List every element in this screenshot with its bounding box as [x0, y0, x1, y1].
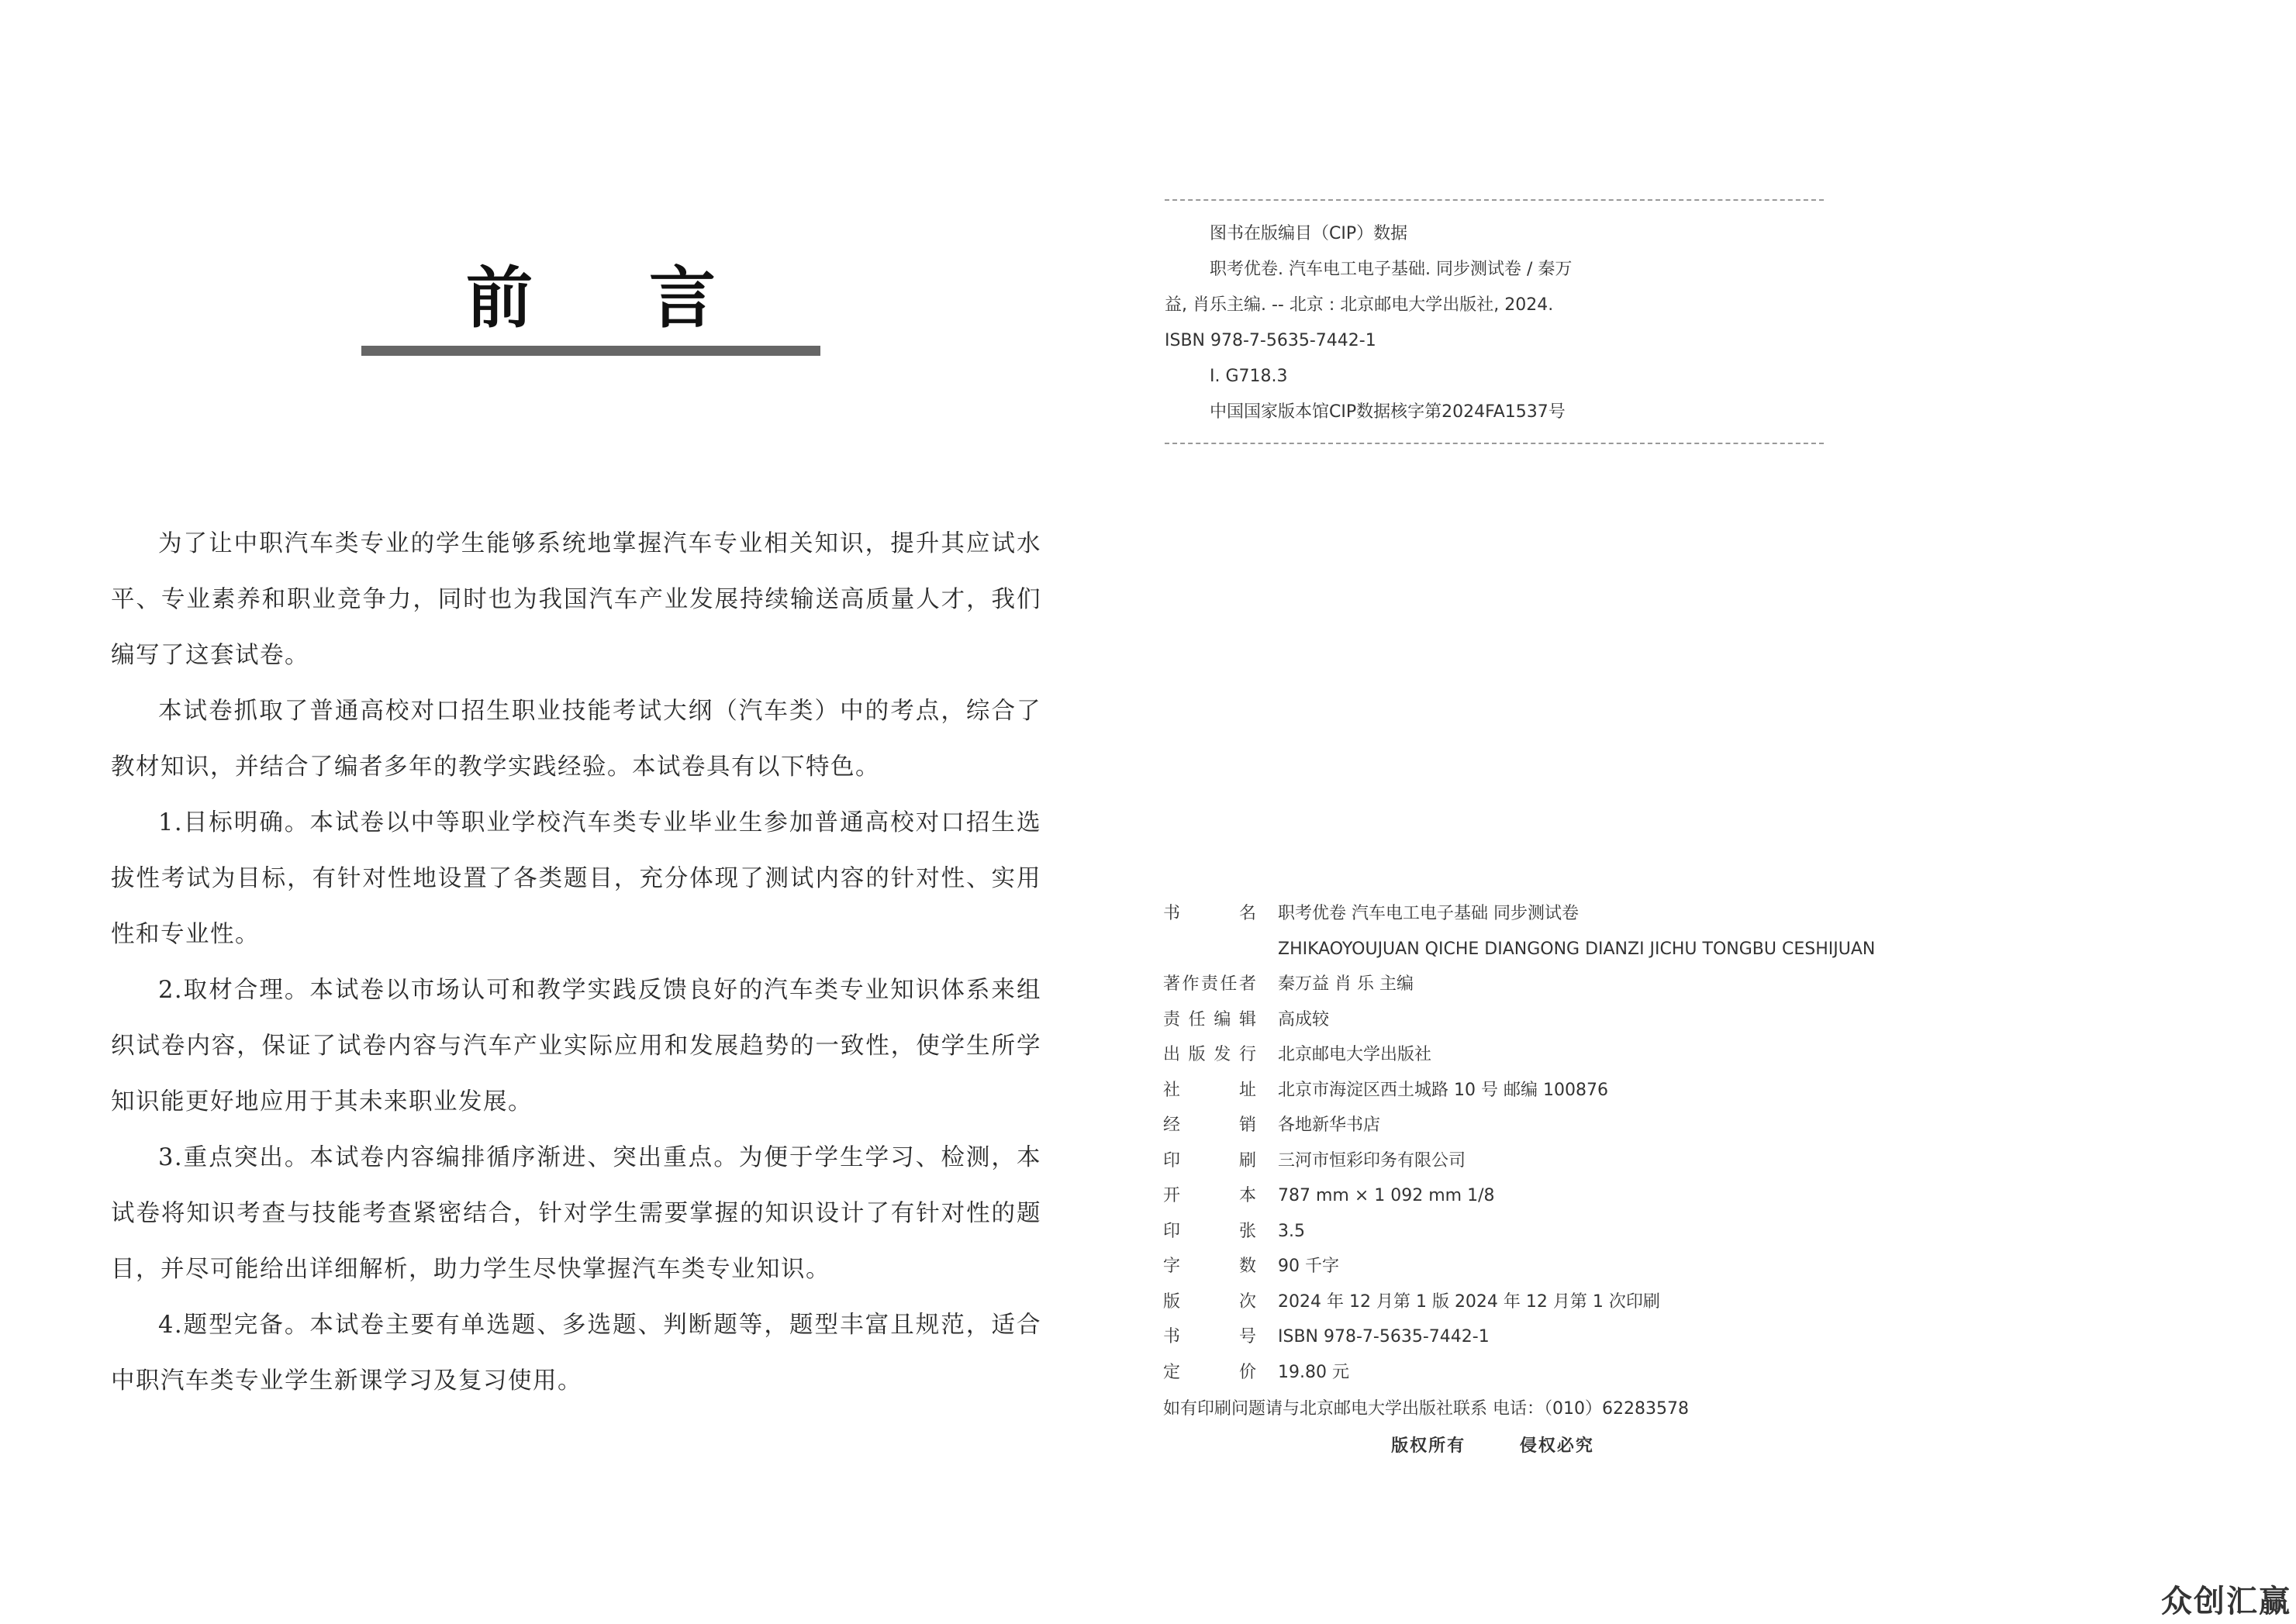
colophon-row: [1163, 1319, 1939, 1355]
colophon-label: 书 名: [1163, 904, 1256, 923]
dashed-divider: [1165, 443, 1824, 444]
colophon-value: 90 千字: [1278, 1257, 1339, 1276]
cip-heading: 图书在版编目（CIP）数据: [1210, 224, 1408, 243]
colophon-value: 787 mm × 1 092 mm 1/8: [1278, 1186, 1495, 1205]
preface-paragraph: 2.取材合理。本试卷以市场认可和教学实践反馈良好的汽车类专业知识体系来组织试卷内容，保证了试卷内容与汽车产业实际应用和发展趋势的一致性，使学生所学知识能更好地应用于其未来职业发展。: [111, 977, 1041, 1115]
rights-reserved: 版权所有: [1391, 1436, 1466, 1456]
contact-line: 如有印刷问题请与北京邮电大学出版社联系 电话：（010）62283578: [1163, 1399, 1689, 1419]
colophon-value: 3.5: [1278, 1221, 1305, 1241]
colophon-row: [1163, 1284, 1939, 1320]
colophon-label: 责 任 编 辑: [1163, 1009, 1256, 1029]
colophon-label: 著 作 责 任 者: [1163, 974, 1256, 994]
colophon-row: [1163, 1108, 1939, 1143]
colophon-label: 印 刷: [1163, 1150, 1256, 1171]
preface-paragraph: 本试卷抓取了普通高校对口招生职业技能考试大纲（汽车类）中的考点，综合了教材知识，并结合了编者多年的教学实践经验。本试卷具有以下特色。: [111, 698, 1041, 781]
colophon-value: 高成较: [1278, 1009, 1330, 1029]
cip-record-number: 中国国家版本馆CIP数据核字第2024FA1537号: [1210, 402, 1566, 422]
colophon-value: 19.80 元: [1278, 1362, 1349, 1382]
cip-isbn: ISBN 978-7-5635-7442-1: [1165, 331, 1376, 350]
title-underline-bar: [361, 346, 820, 356]
colophon-row: [1163, 1073, 1939, 1109]
colophon-label: 出 版 发 行: [1163, 1045, 1256, 1064]
colophon-row: [1163, 1143, 1939, 1179]
colophon-value: 北京邮电大学出版社: [1278, 1045, 1432, 1064]
colophon-label: 书 号: [1163, 1327, 1256, 1346]
colophon-label: 版 次: [1163, 1291, 1256, 1312]
preface-paragraph: 3.重点突出。本试卷内容编排循序渐进、突出重点。为便于学生学习、检测，本试卷将知识考查与技能考查紧密结合，针对学生需要掌握的知识设计了有针对性的题目，并尽可能给出详细解析，助力学生尽快掌握汽车类专业知识。: [111, 1144, 1041, 1283]
preface-body: [111, 516, 1041, 1409]
colophon-row: [1163, 1178, 1939, 1214]
colophon-value: 三河市恒彩印务有限公司: [1278, 1150, 1466, 1171]
colophon-value: 北京市海淀区西土城路 10 号 邮编 100876: [1278, 1080, 1608, 1100]
colophon: [1163, 896, 1939, 1463]
preface-paragraph: 4.题型完备。本试卷主要有单选题、多选题、判断题等，题型丰富且规范，适合中职汽车类专业学生新课学习及复习使用。: [111, 1312, 1041, 1395]
colophon-row: [1163, 896, 1939, 932]
colophon-label: 社 址: [1163, 1080, 1256, 1100]
cip-classification: Ⅰ. G718.3: [1210, 367, 1288, 386]
colophon-label: [1163, 932, 1278, 967]
preface-paragraph: 1.目标明确。本试卷以中等职业学校汽车类专业毕业生参加普通高校对口招生选拔性考试为目标，有针对性地设置了各类题目，充分体现了测试内容的针对性、实用性和专业性。: [111, 809, 1041, 948]
cip-data-block: [1165, 199, 1824, 444]
preface-paragraph: 为了让中职汽车类专业的学生能够系统地掌握汽车专业相关知识，提升其应试水平、专业素养和职业竞争力，同时也为我国汽车产业发展持续输送高质量人才，我们编写了这套试卷。: [111, 530, 1041, 669]
cip-line: 益, 肖乐主编. -- 北京 : 北京邮电大学出版社, 2024.: [1165, 295, 1554, 315]
colophon-row: [1163, 1214, 1939, 1250]
rights-notice: [1163, 1429, 1822, 1463]
colophon-value: ISBN 978-7-5635-7442-1: [1278, 1327, 1490, 1346]
colophon-row: [1163, 1355, 1939, 1391]
colophon-label: 定 价: [1163, 1362, 1256, 1382]
colophon-label: 字 数: [1163, 1257, 1256, 1276]
colophon-value: 各地新华书店: [1278, 1115, 1381, 1135]
colophon-label: 经 销: [1163, 1115, 1256, 1135]
piracy-notice: 侵权必究: [1519, 1436, 1594, 1456]
colophon-row: [1163, 932, 1939, 967]
watermark-logo: 众创汇赢: [2161, 1584, 2291, 1619]
colophon-label: 印 张: [1163, 1221, 1256, 1241]
colophon-value: ZHIKAOYOUJUAN QICHE DIANGONG DIANZI JICHU TONGBU CESHIJUAN: [1278, 939, 1876, 959]
colophon-row: [1163, 1037, 1939, 1073]
colophon-label: 开 本: [1163, 1186, 1256, 1205]
colophon-row: [1163, 1249, 1939, 1284]
cip-line: 职考优卷. 汽车电工电子基础. 同步测试卷 / 秦万: [1210, 260, 1573, 279]
colophon-value: 2024 年 12 月第 1 版 2024 年 12 月第 1 次印刷: [1278, 1291, 1660, 1312]
preface-title: 前 言: [466, 259, 762, 337]
colophon-value: 职考优卷 汽车电工电子基础 同步测试卷: [1278, 904, 1579, 923]
colophon-value: 秦万益 肖 乐 主编: [1278, 974, 1414, 994]
colophon-row: [1163, 967, 1939, 1002]
colophon-row: [1163, 1002, 1939, 1038]
